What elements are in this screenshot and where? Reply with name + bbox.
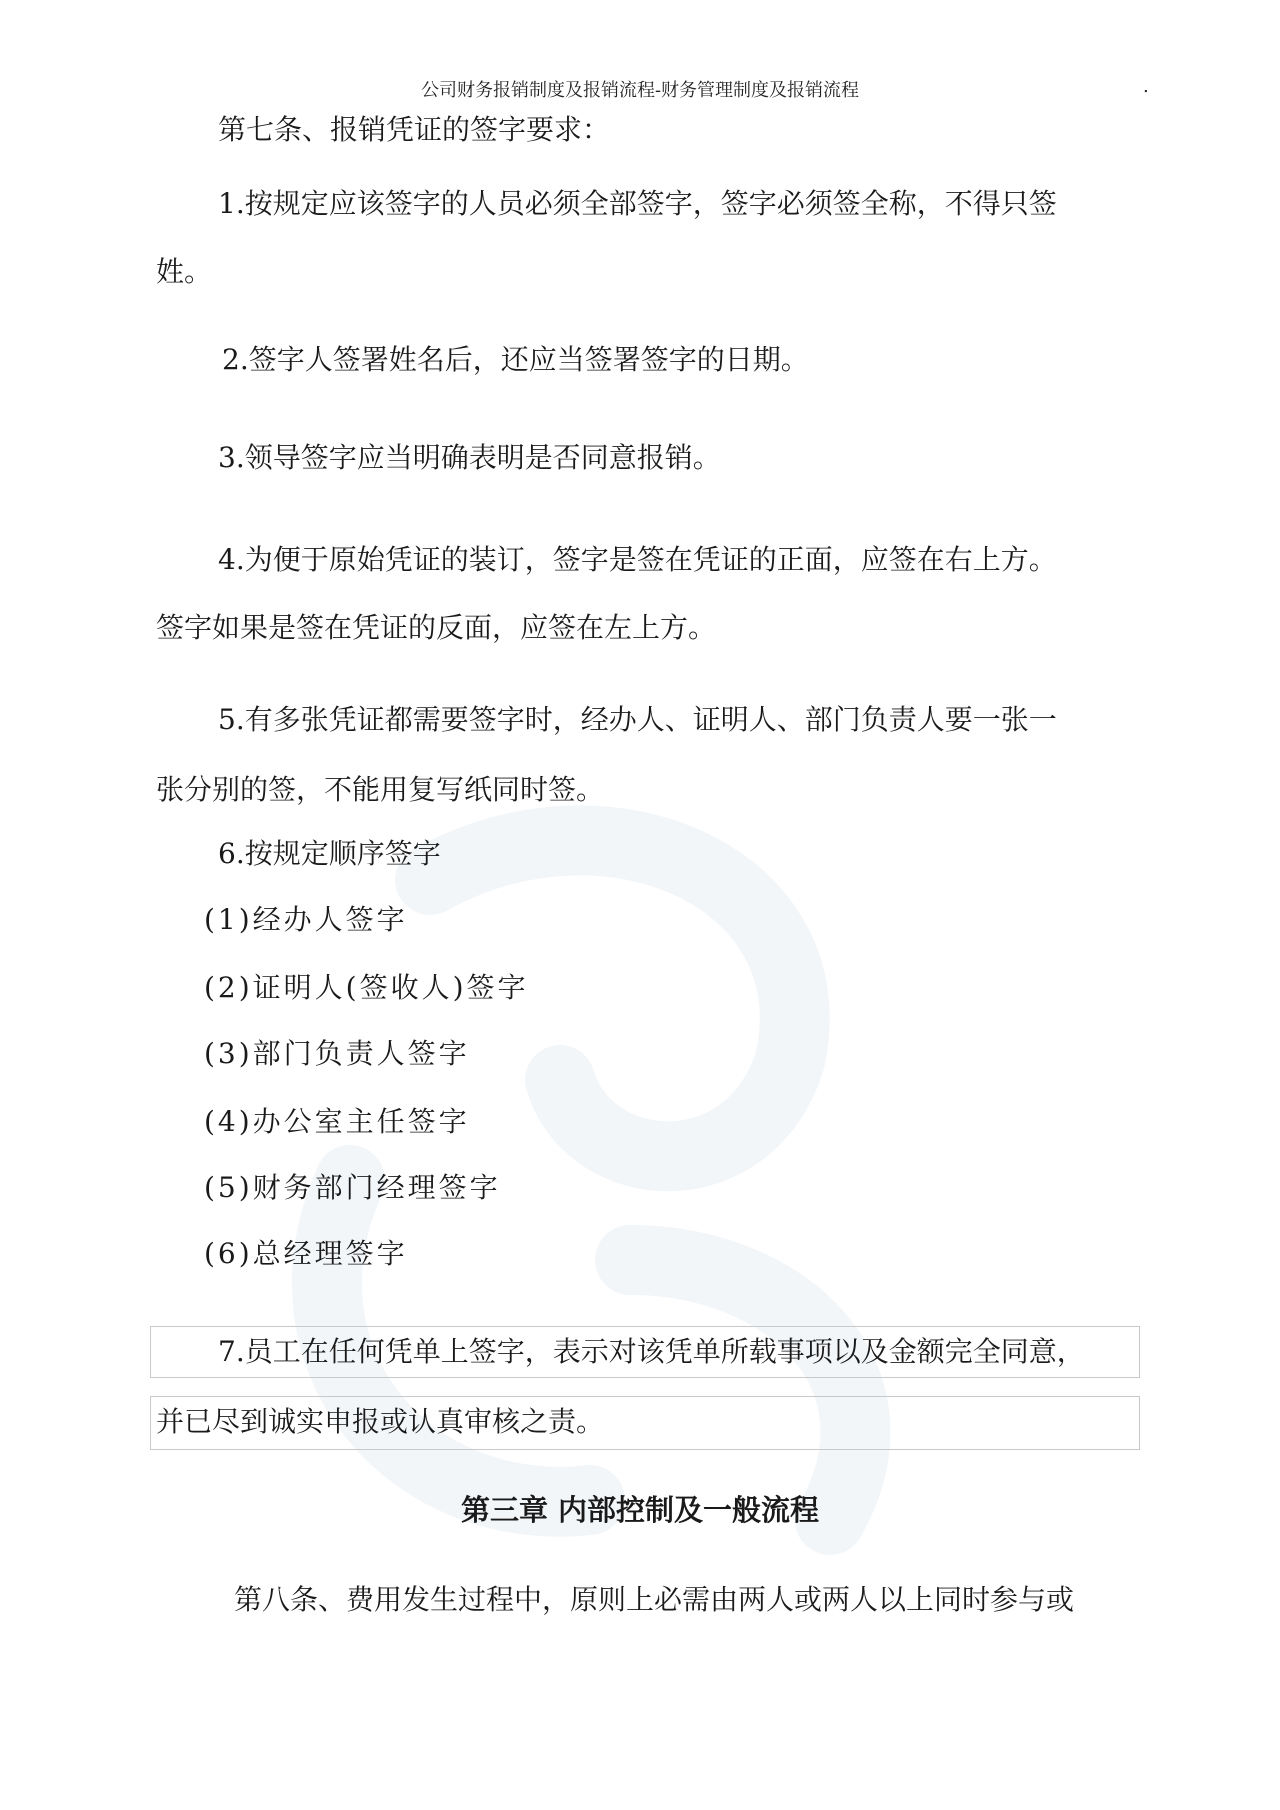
item5-line1: 5.有多张凭证都需要签字时，经办人、证明人、部门负责人要一张一 [218, 703, 1057, 736]
order-item-5: (5)财务部门经理签字 [204, 1171, 501, 1204]
item1-line2: 姓。 [156, 255, 213, 288]
item3: 3.领导签字应当明确表明是否同意报销。 [218, 441, 721, 474]
chapter-3-title: 第三章 内部控制及一般流程 [460, 1493, 820, 1527]
item7-line1: 7.员工在任何凭单上签字，表示对该凭单所载事项以及金额完全同意， [218, 1335, 1085, 1368]
order-item-2: (2)证明人(签收人)签字 [204, 971, 529, 1004]
order-item-4: (4)办公室主任签字 [204, 1105, 470, 1138]
item2: 2.签字人签署姓名后，还应当签署签字的日期。 [222, 343, 809, 376]
item4-line1: 4.为便于原始凭证的装订，签字是签在凭证的正面，应签在右上方。 [218, 543, 1057, 576]
header-dot: . [1143, 76, 1149, 97]
page-header: 公司财务报销制度及报销流程-财务管理制度及报销流程 [420, 80, 860, 101]
order-item-1: (1)经办人签字 [204, 903, 408, 936]
order-item-3: (3)部门负责人签字 [204, 1037, 470, 1070]
article8-line1: 第八条、费用发生过程中，原则上必需由两人或两人以上同时参与或 [234, 1583, 1075, 1616]
item1-line1: 1.按规定应该签字的人员必须全部签字，签字必须签全称，不得只签 [218, 187, 1057, 220]
item7-line2: 并已尽到诚实申报或认真审核之责。 [156, 1405, 605, 1438]
item4-line2: 签字如果是签在凭证的反面，应签在左上方。 [156, 611, 717, 644]
article7-heading: 第七条、报销凭证的签字要求： [218, 113, 611, 146]
item5-line2: 张分别的签，不能用复写纸同时签。 [156, 773, 605, 806]
item6: 6.按规定顺序签字 [218, 837, 441, 870]
order-item-6: (6)总经理签字 [204, 1237, 408, 1270]
